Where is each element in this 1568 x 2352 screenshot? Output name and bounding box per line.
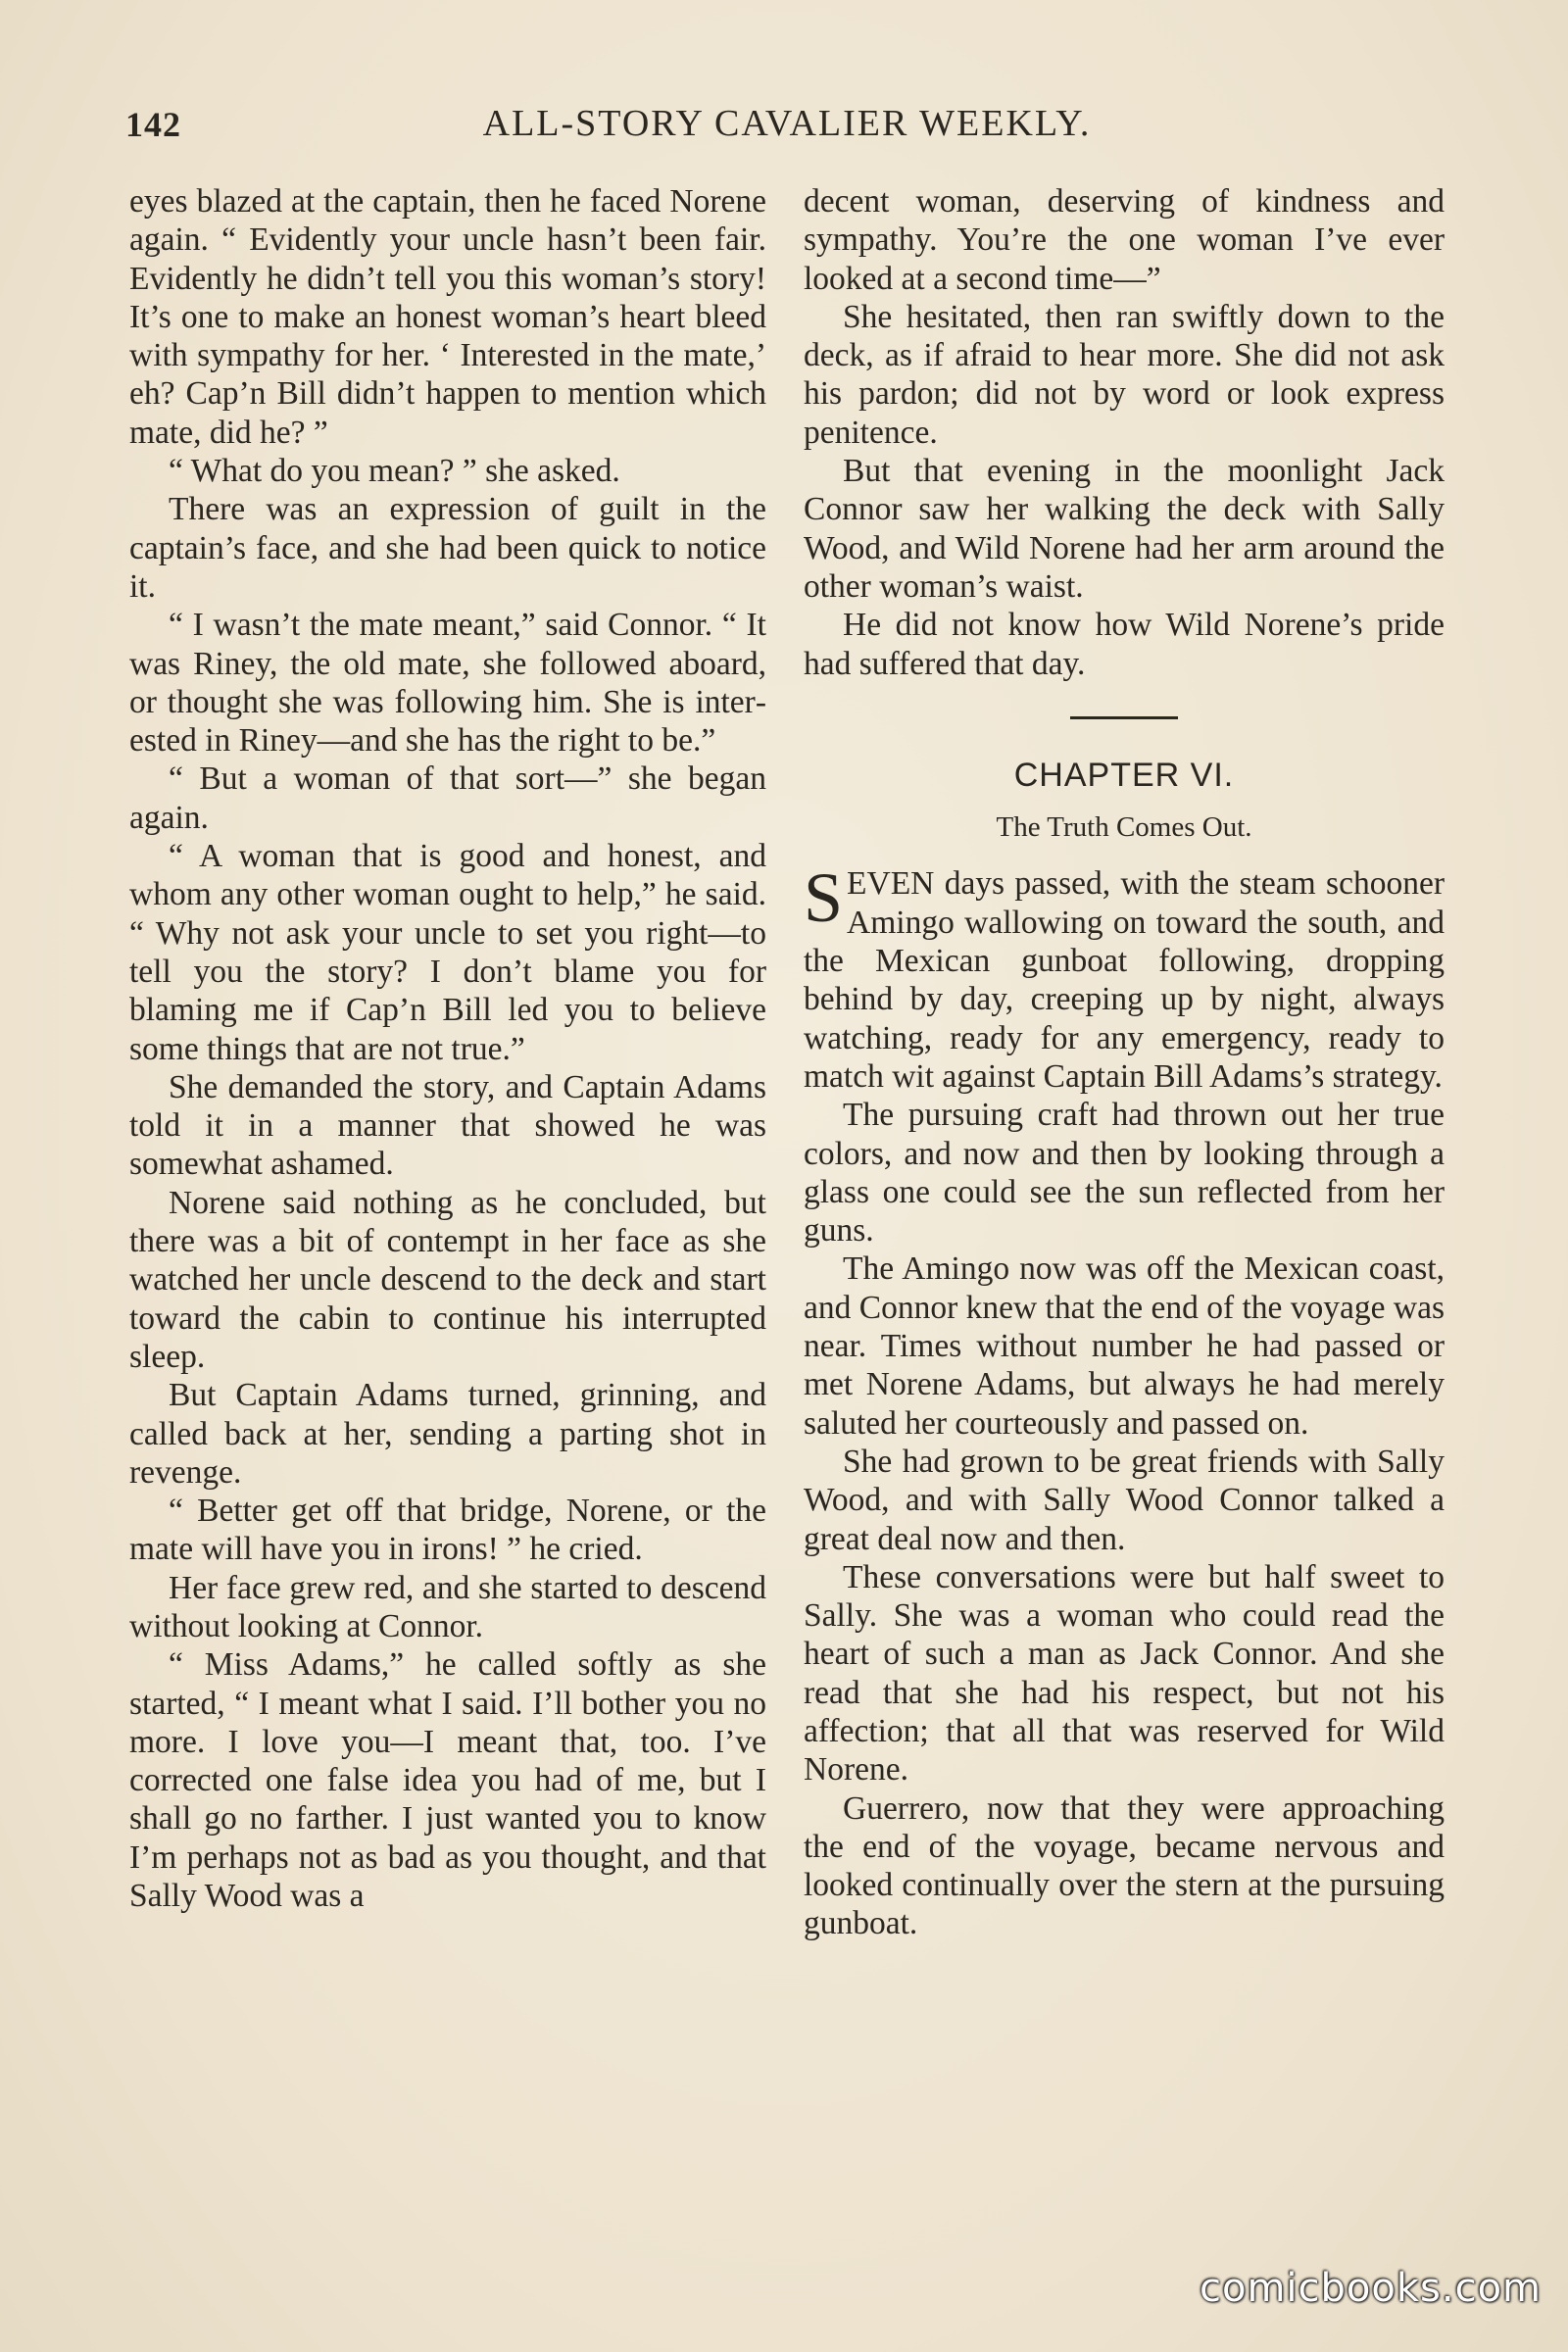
drop-cap: S [804,858,844,938]
opening-text: EVEN days passed, with the steam schooner Amingo wallowing on toward the south, and the Mexican gunboat following, dropping behind by day, creeping up by night, always watching, ready for any emergency, ready to match wit against Captain Bill Adams’s strategy. [804,865,1445,1095]
paragraph: These conversations were but half sweet to Sally. She was a woman who could read the heart of such a man as Jack Connor. And she read that she had his respect, but not his affection; that all that was reserved for Wild Norene. [804,1558,1445,1788]
paragraph: But Captain Adams turned, grinning, and called back at her, sending a parting shot in revenge. [129,1377,766,1491]
chapter-opening-paragraph [804,858,1445,1096]
paragraph: He did not know how Wild Norene’s pride had suffered that day. [804,607,1445,682]
paragraph: eyes blazed at the captain, then he faced Norene again. “ Evidently your uncle hasn’t been fair. Evidently he didn’t tell you this woman’s story! It’s one to make an honest woman’s heart bleed with sympathy for her. ‘ Interested in the mate,’ eh? Cap’n Bill didn’t happen to mention which mate, did he? ” [129,183,766,451]
paragraph: The pursuing craft had thrown out her true colors, and now and then by looking through a glass one could see the sun reflected from her guns. [804,1097,1445,1250]
running-head: ALL-STORY CAVALIER WEEKLY. [482,103,1092,144]
paragraph: There was an expression of guilt in the captain’s face, and she had been quick to notice it. [129,491,766,605]
paragraph: Norene said nothing as he concluded, but there was a bit of contempt in her face as she watched her uncle descend to the deck and start toward the cabin to continue his interrupted sleep. [129,1184,766,1375]
paragraph: “ What do you mean? ” she asked. [169,453,620,490]
paragraph: “ Better get off that bridge, Norene, or the mate will have you in irons! ” he cried. [129,1493,766,1568]
paragraph: decent woman, deserving of kindness and sympathy. You’re the one woman I’ve ever looked at a second time—” [804,183,1445,297]
paragraph: The Amingo now was off the Mexican coast, and Connor knew that the end of the voyage was near. Times without number he had passed or met Norene Adams, but always he had merely saluted her courteously and passed on. [804,1250,1446,1442]
page-number: 142 [125,105,181,144]
page-header [125,100,1448,155]
chapter-subtitle: The Truth Comes Out. [996,811,1252,844]
paragraph: She had grown to be great friends with Sally Wood, and with Sally Wood Connor talked a great deal now and then. [804,1443,1445,1557]
section-divider [1070,716,1178,719]
right-column [804,182,1445,1943]
paragraph: “ But a woman of that sort—” she began again. [129,760,766,836]
chapter-title: CHAPTER VI. [1013,756,1235,794]
paragraph: “ Miss Adams,” he called softly as she started, “ I meant what I said. I’ll bother you no more. I love you—I meant that, too. I’ve corrected one false idea you had of me, but I shall go no farther. I just wanted you to know I’m perhaps not as bad as you thought, and that Sally Wood was a [129,1646,766,1915]
paragraph: Guerrero, now that they were approaching the end of the voyage, became nervous and looked continually over the stern at the pursuing gunboat. [804,1789,1445,1942]
paragraph: She demanded the story, and Captain Adams told it in a manner that showed he was somewhat ashamed. [129,1068,766,1183]
paragraph: “ A woman that is good and honest, and whom any other woman ought to help,” he said. “ Why not ask your uncle to set you right—to tell you the story? I don’t blame you for blaming me if Cap’n Bill led you to believe some things that are not true.” [129,838,766,1067]
left-column [129,182,766,1915]
paragraph: She hesitated, then ran swiftly down to the deck, as if afraid to hear more. She did not ask his pardon; did not by word or look express penitence. [804,298,1445,451]
paragraph: Her face grew red, and she started to descend without looking at Connor. [129,1569,766,1644]
paragraph: But that evening in the moonlight Jack Connor saw her walking the deck with Sally Wood, and Wild Norene had her arm around the other woman’s waist. [804,453,1445,605]
watermark: comicbooks.com [1200,2266,1543,2311]
paragraph: “ I wasn’t the mate meant,” said Connor. “ It was Riney, the old mate, she followed aboard, or thought she was following him. She is interested in Riney—and she has the right to be.” [129,607,766,760]
